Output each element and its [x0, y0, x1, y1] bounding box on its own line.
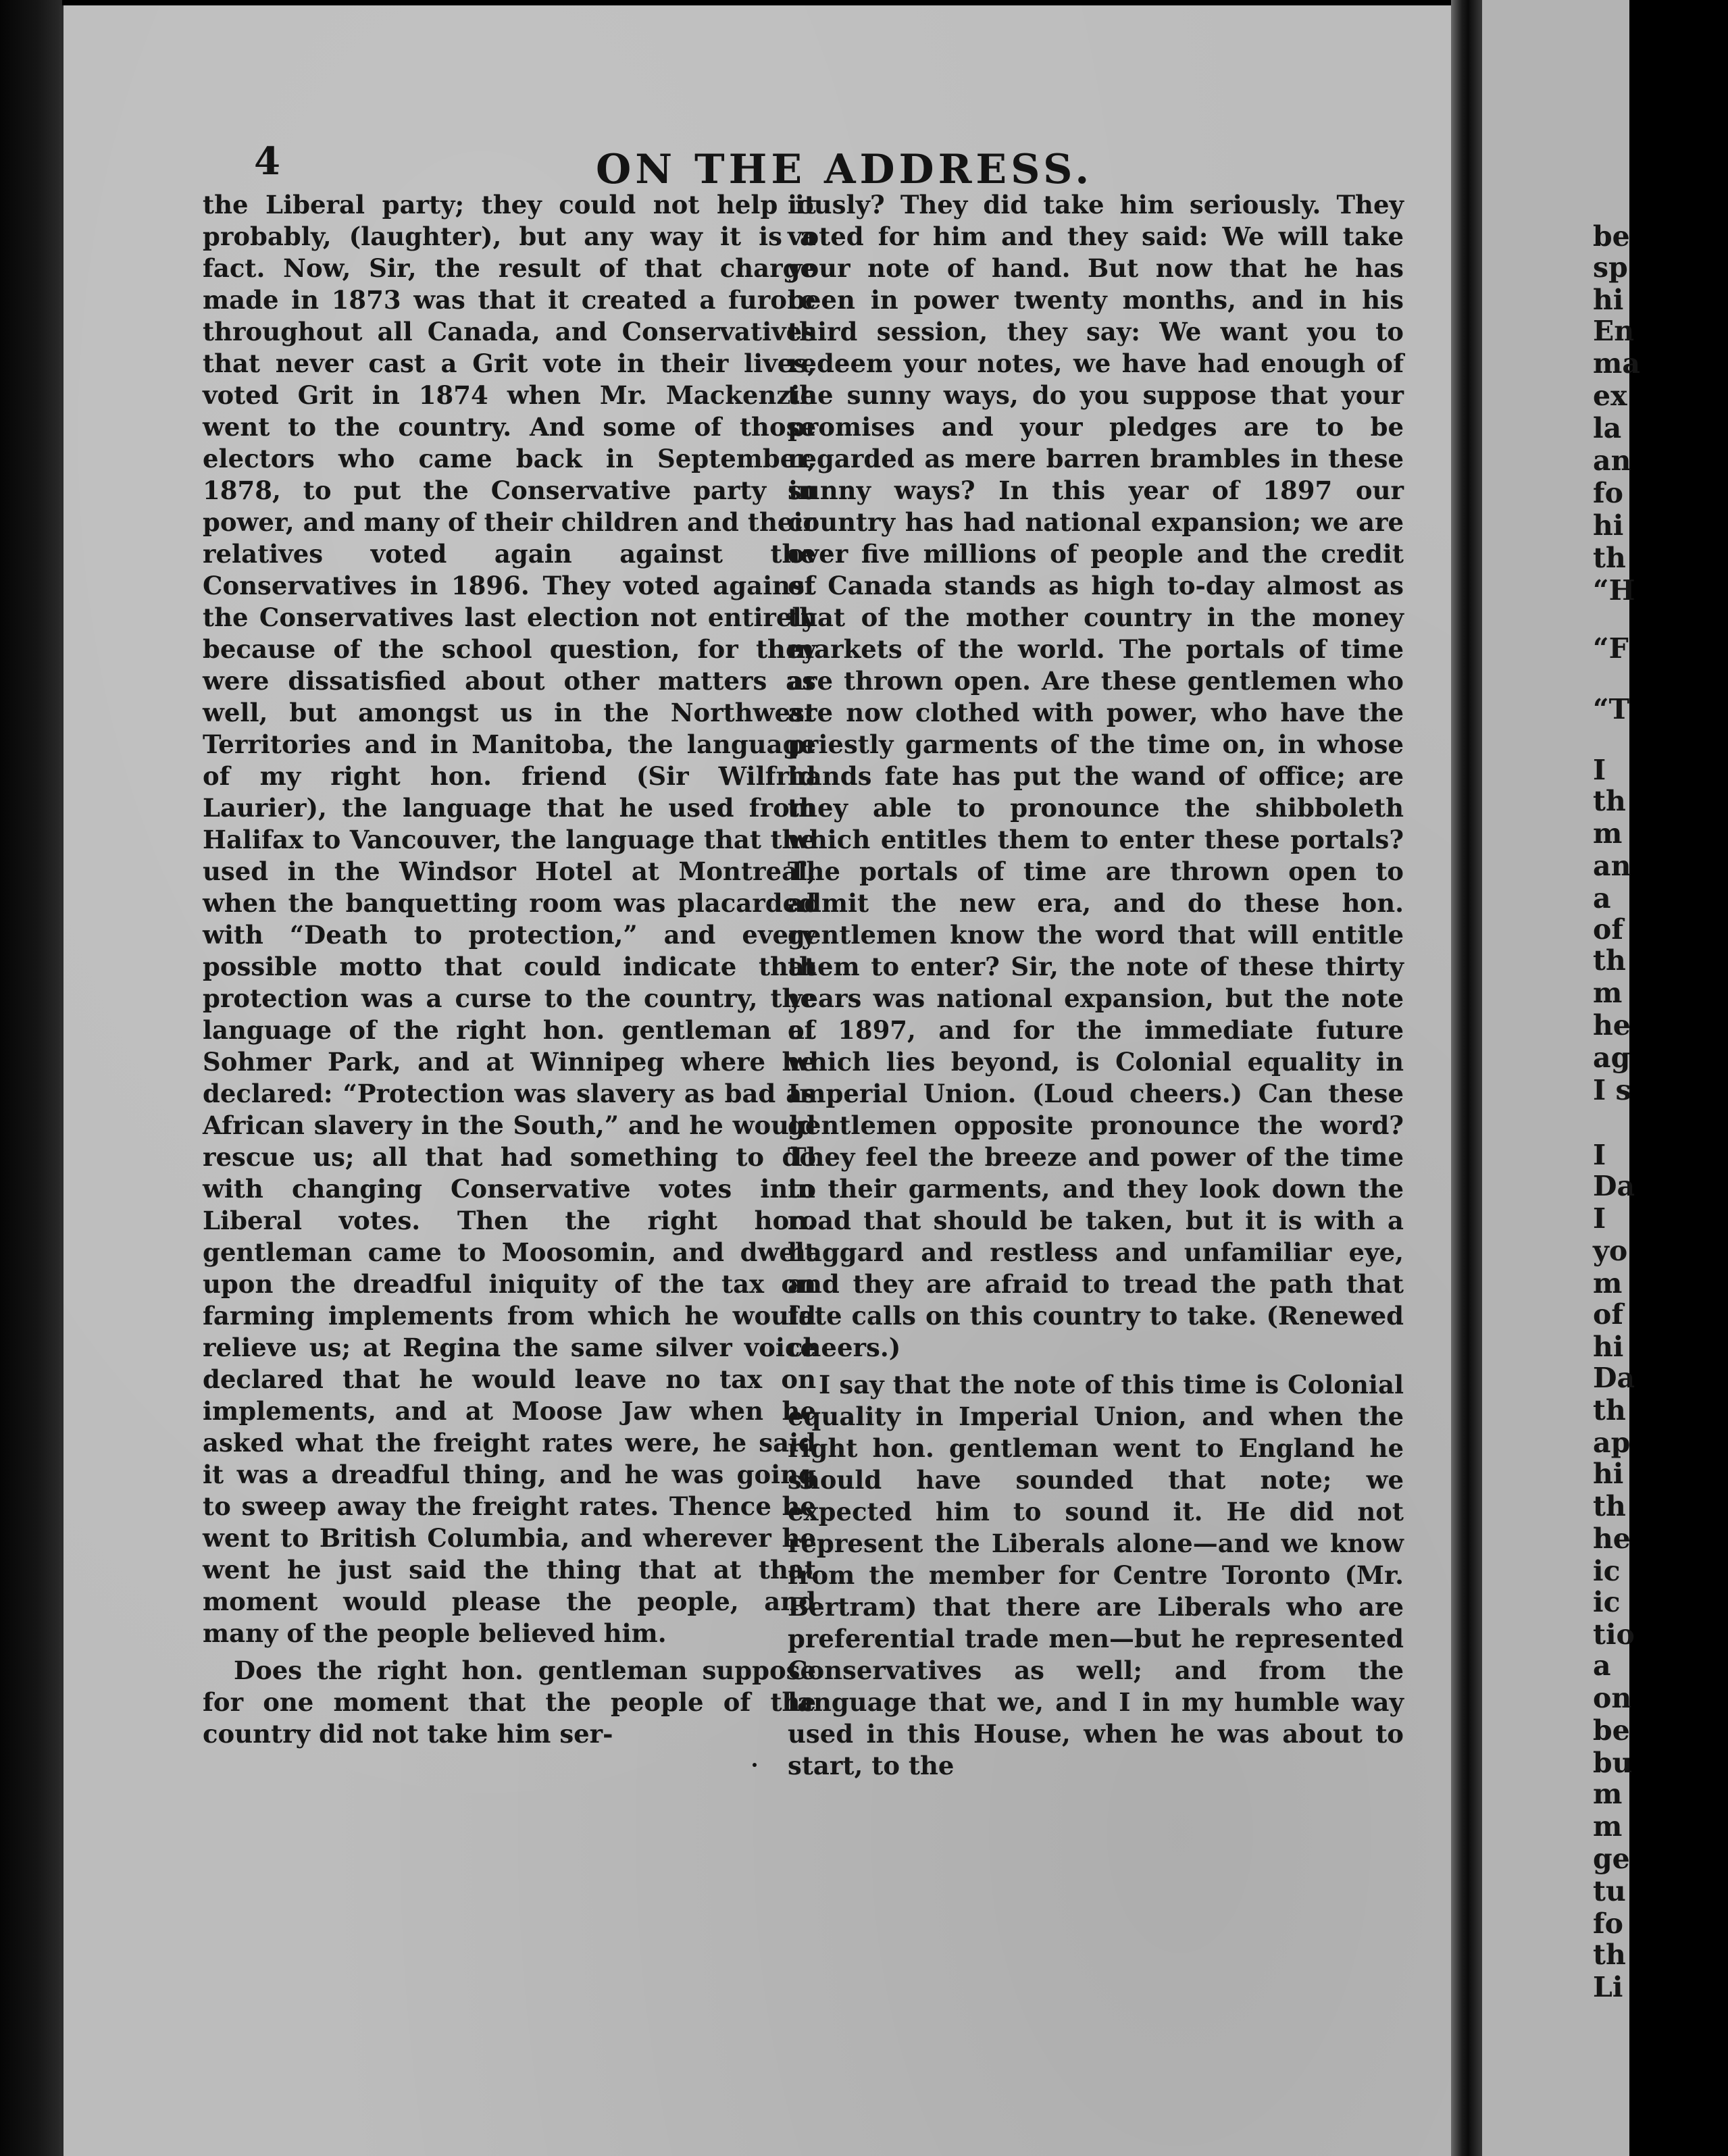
- adjacent-page-word: th: [1593, 542, 1626, 574]
- adjacent-page-word: ge: [1593, 1843, 1630, 1875]
- adjacent-page-word: hi: [1593, 509, 1624, 542]
- running-head: ON THE ADDRESS.: [596, 146, 1094, 193]
- adjacent-page-word: Da: [1593, 1362, 1635, 1394]
- adjacent-page-word: I s: [1593, 1074, 1631, 1106]
- adjacent-page-word: ap: [1593, 1427, 1631, 1459]
- left-column: [203, 189, 816, 1750]
- adjacent-page-word: I: [1593, 1202, 1606, 1235]
- adjacent-page-word: ag: [1593, 1042, 1631, 1074]
- adjacent-page-word: ic: [1593, 1555, 1621, 1587]
- right-paragraph-2: I say that the note of this time is Colonial equality in Imperial Union, and when the right hon. gentleman went to England he should have sounded that note; we expected him to sound it. He did not represent the Liberals alone—and we know from the member for Centre Toronto (Mr. Bertram) that there are Liberals who are preferential trade men—but he represented Conservatives as well; and from the language that we, and I in my humble way used in this House, when he was about to start, to the: [788, 1370, 1404, 1780]
- adjacent-page-word: sp: [1593, 251, 1628, 284]
- adjacent-page-word: yo: [1593, 1235, 1628, 1267]
- adjacent-page-word: Li: [1593, 1971, 1623, 2003]
- adjacent-page-word: m: [1593, 1778, 1623, 1810]
- adjacent-page-word: fo: [1593, 477, 1623, 509]
- adjacent-page-word: th: [1593, 785, 1626, 817]
- adjacent-page-word: I: [1593, 754, 1606, 786]
- right-paragraph-1: iously? They did take him seriously. They voted for him and they said: We will take your note of hand. But now that he has been in power twenty months, and in his third session, they say: We want you to redeem your notes, we have had enough of the sunny ways, do you suppose that your promises and your pledges are to be regarded as mere barren brambles in these sunny ways? In this year of 1897 our country has had national expansion; we are over five millions of people and the credit of Canada stands as high to-day almost as that of the mother country in the money markets of the world. The portals of time are thrown open. Are these gentlemen who are now clothed with power, who have the priestly garments of the time on, in whose hands fate has put the wand of office; are they able to pronounce the shibboleth which entitles them to enter these portals? The portals of time are thrown open to admit the new era, and do these hon. gentlemen know the word that will entitle them to enter? Sir, the note of these thirty years was national expansion, but the note of 1897, and for the immediate future which lies beyond, is Colonial equality in Imperial Union. (Loud cheers.) Can these gentlemen opposite pronounce the word? They feel the breeze and power of the time in their garments, and they look down the road that should be taken, but it is with a haggard and restless and unfamiliar eye, and they are afraid to tread the path that fate calls on this country to take. (Renewed cheers.): [788, 190, 1404, 1362]
- page-number: 4: [254, 139, 280, 184]
- adjacent-page-word: hi: [1593, 284, 1624, 316]
- adjacent-page-word: ma: [1593, 347, 1640, 380]
- adjacent-page-word: th: [1593, 1490, 1626, 1522]
- book-spine-shadow: [1451, 0, 1482, 2156]
- adjacent-page-word: be: [1593, 1714, 1630, 1747]
- adjacent-page-word: En: [1593, 315, 1635, 347]
- right-column: [788, 189, 1404, 1782]
- adjacent-page-word: an: [1593, 444, 1631, 477]
- adjacent-page-word: on: [1593, 1682, 1632, 1714]
- adjacent-page-word: ic: [1593, 1586, 1621, 1618]
- adjacent-page-word: bu: [1593, 1747, 1633, 1779]
- adjacent-page-word: of: [1593, 1298, 1623, 1331]
- scanned-page: [59, 5, 1459, 2156]
- adjacent-page-word: hi: [1593, 1458, 1624, 1490]
- scan-border-left: [0, 0, 62, 2156]
- adjacent-page-word: “F: [1593, 632, 1629, 665]
- adjacent-page-word: m: [1593, 1810, 1623, 1843]
- left-paragraph-2: Does the right hon. gentleman suppose for one moment that the people of the country did not take him ser-: [203, 1656, 816, 1749]
- adjacent-page-word: “H: [1593, 574, 1635, 607]
- adjacent-page-word: “T: [1593, 693, 1630, 725]
- adjacent-page-word: hi: [1593, 1331, 1624, 1363]
- adjacent-page-word: la: [1593, 412, 1622, 444]
- adjacent-page-word: I: [1593, 1139, 1606, 1171]
- adjacent-page-word: fo: [1593, 1907, 1623, 1940]
- adjacent-page-word: th: [1593, 944, 1626, 977]
- adjacent-page-word: m: [1593, 817, 1623, 850]
- adjacent-page-word: he: [1593, 1009, 1631, 1042]
- adjacent-page-word: an: [1593, 850, 1631, 882]
- adjacent-page-word: he: [1593, 1522, 1631, 1555]
- adjacent-page-word: ex: [1593, 380, 1627, 412]
- adjacent-page-word: be: [1593, 220, 1630, 253]
- adjacent-page-word: tu: [1593, 1875, 1626, 1907]
- adjacent-page-word: m: [1593, 1267, 1623, 1300]
- adjacent-page-word: tio: [1593, 1618, 1635, 1651]
- ink-speck: [753, 1763, 757, 1767]
- adjacent-page-word: a: [1593, 882, 1611, 915]
- adjacent-page-word: Da: [1593, 1170, 1635, 1202]
- adjacent-page-word: of: [1593, 913, 1623, 946]
- adjacent-page-word: a: [1593, 1649, 1611, 1682]
- adjacent-page-word: m: [1593, 977, 1623, 1009]
- left-paragraph-1: the Liberal party; they could not help it probably, (laughter), but any way it is a fact. Now, Sir, the result of that charge made in 1873 was that it created a furore throughout all Canada, and Conservatives that never cast a Grit vote in their lives, voted Grit in 1874 when Mr. Mackenzie went to the country. And some of those electors who came back in September, 1878, to put the Conservative party in power, and many of their children and their relatives voted again against the Conservatives in 1896. They voted against the Conservatives last election not entirely because of the school question, for they were dissatisfied about other matters as well, but amongst us in the Northwest Territories and in Manitoba, the language of my right hon. friend (Sir Wilfrid Laurier), the language that he used from Halifax to Vancouver, the language that the used in the Windsor Hotel at Montreal, when the banquetting room was placarded with “Death to protection,” and every possible motto that could indicate that protection was a curse to the country, the language of the right hon. gentleman at Sohmer Park, and at Winnipeg where he declared: “Protection was slavery as bad as African slavery in the South,” and he would rescue us; all that had something to do with changing Conservative votes into Liberal votes. Then the right hon. gentleman came to Moosomin, and dwelt upon the dreadful iniquity of the tax on farming implements from which he would relieve us; at Regina the same silver voice declared that he would leave no tax on implements, and at Moose Jaw when he asked what the freight rates were, he said it was a dreadful thing, and he was going to sweep away the freight rates. Thence he went to British Columbia, and wherever he went he just said the thing that at that moment would please the people, and many of the people believed him.: [203, 190, 816, 1648]
- adjacent-page-word: th: [1593, 1939, 1626, 1971]
- adjacent-page-fragment: [1482, 0, 1640, 2156]
- adjacent-page-word: th: [1593, 1394, 1626, 1427]
